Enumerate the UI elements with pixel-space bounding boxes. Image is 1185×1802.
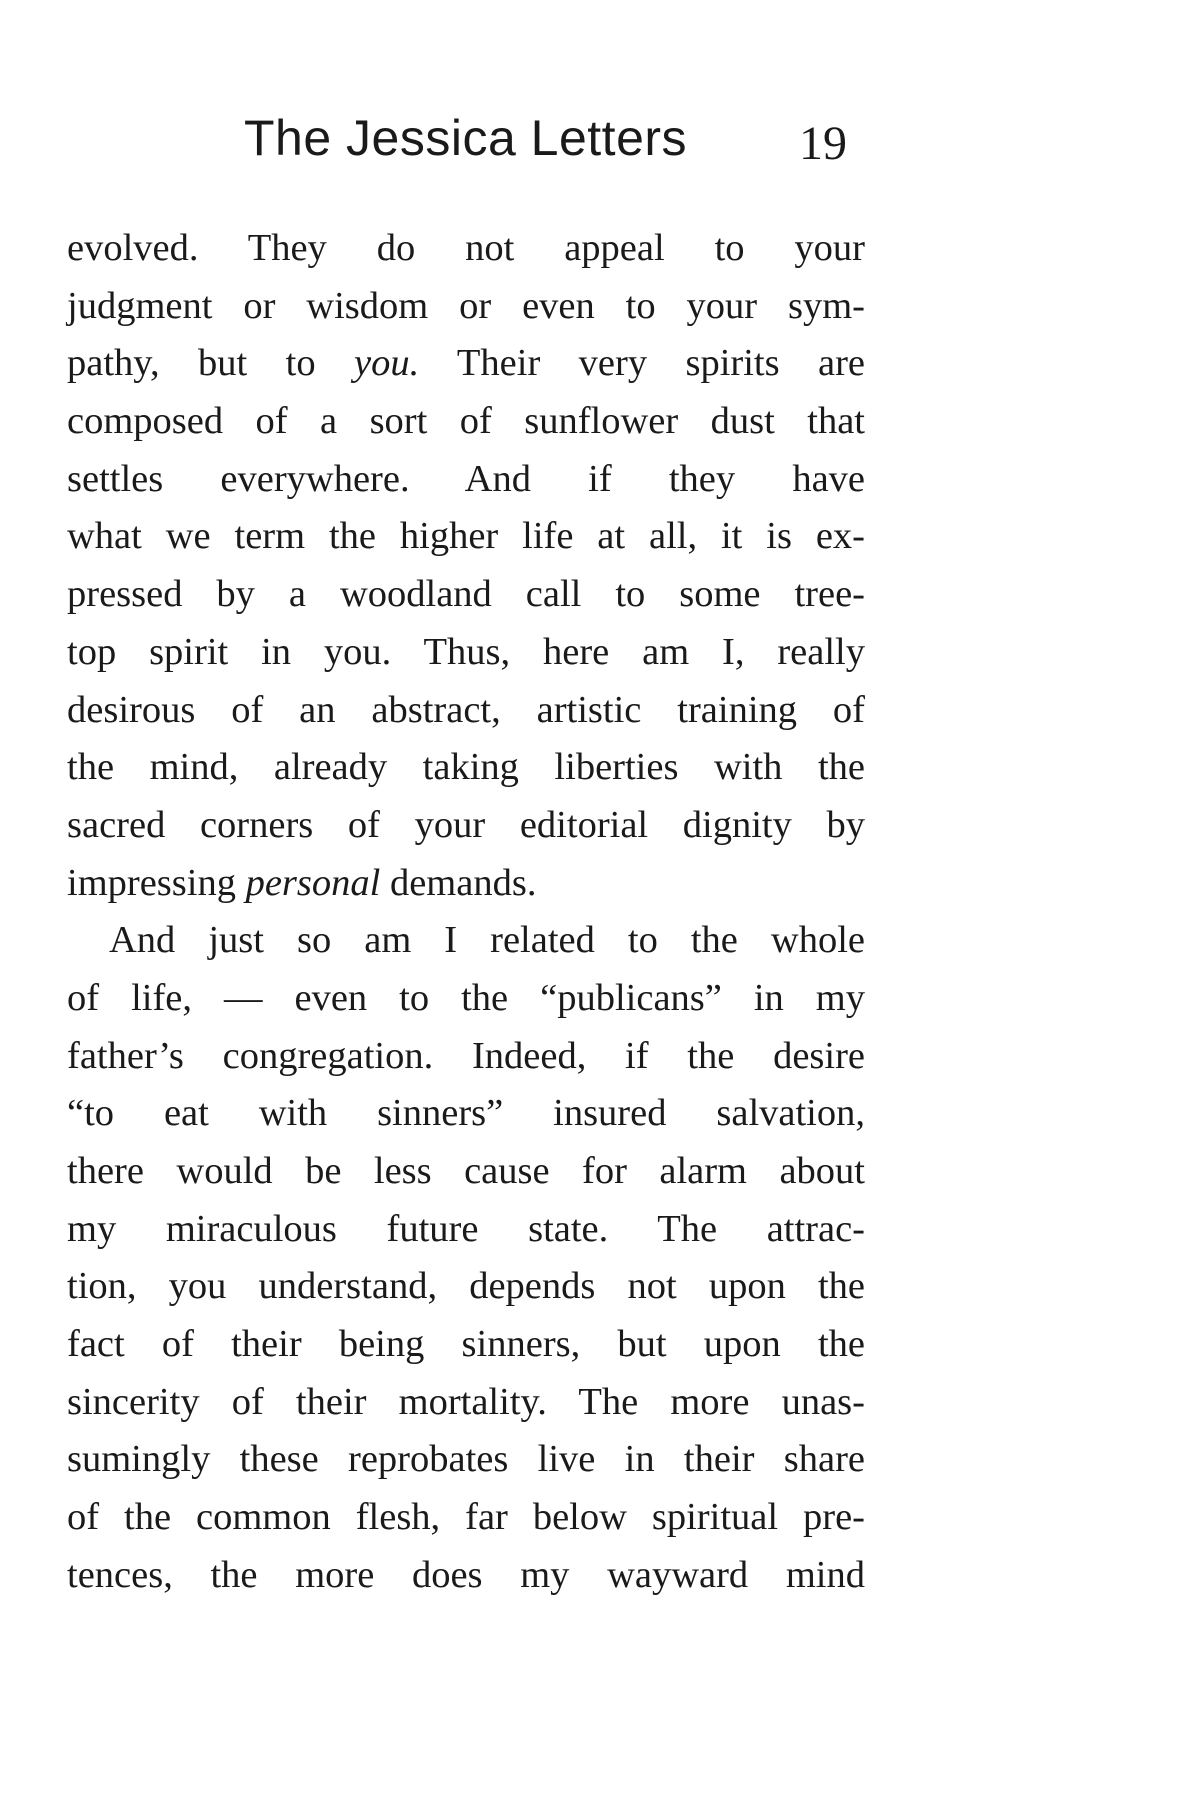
text-run: the mind, already taking liberties with the <box>67 746 865 789</box>
text-line <box>67 1431 865 1489</box>
text-line <box>67 855 865 913</box>
text-line <box>67 682 865 740</box>
body-text <box>67 220 865 1605</box>
text-line <box>67 1489 865 1547</box>
page-header <box>0 108 1185 178</box>
text-run: of the common flesh, far below spiritual pre- <box>67 1496 865 1539</box>
text-line <box>67 1143 865 1201</box>
text-line <box>67 220 865 278</box>
text-line <box>67 335 865 393</box>
running-title: The Jessica Letters <box>244 110 688 166</box>
text-line <box>67 1374 865 1432</box>
text-run: judgment or wisdom or even to your sym- <box>67 284 865 327</box>
text-line <box>67 566 865 624</box>
text-line <box>67 1316 865 1374</box>
text-run: top spirit in you. Thus, here am I, really <box>67 630 865 673</box>
text-run: sincerity of their mortality. The more unas- <box>67 1380 865 1423</box>
text-run: composed of a sort of sunflower dust that <box>67 400 865 443</box>
text-run: pathy, but to <box>67 342 354 385</box>
text-run: Their very spirits are <box>419 342 865 385</box>
text-line <box>67 1201 865 1259</box>
text-run: “to eat with sinners” insured salvation, <box>67 1092 865 1135</box>
text-run: evolved. They do not appeal to your <box>67 227 865 269</box>
text-run: fact of their being sinners, but upon the <box>67 1323 865 1366</box>
text-run: And just so am I related to the whole <box>109 919 865 962</box>
page-number: 19 <box>799 117 847 170</box>
italic-text: you. <box>353 342 420 385</box>
text-line <box>67 278 865 336</box>
text-run: my miraculous future state. The attrac- <box>67 1207 865 1250</box>
text-line <box>67 1085 865 1143</box>
text-line <box>67 624 865 682</box>
text-line <box>67 797 865 855</box>
text-run: desirous of an abstract, artistic training of <box>67 688 865 731</box>
text-run: settles everywhere. And if they have <box>67 457 865 500</box>
text-line <box>67 393 865 451</box>
text-line <box>67 1028 865 1086</box>
text-run: impressing <box>67 861 246 904</box>
text-run: pressed by a woodland call to some tree- <box>67 573 865 616</box>
text-run: father’s congregation. Indeed, if the desire <box>67 1034 865 1077</box>
text-line <box>67 451 865 509</box>
text-line <box>67 1258 865 1316</box>
text-run: there would be less cause for alarm about <box>67 1150 865 1192</box>
text-run: tences, the more does my wayward mind <box>67 1553 865 1596</box>
text-line <box>67 970 865 1028</box>
text-line <box>67 739 865 797</box>
text-run: of life, — even to the “publicans” in my <box>67 976 865 1019</box>
text-run: demands. <box>380 861 537 904</box>
paragraph <box>67 912 865 1604</box>
text-run: what we term the higher life at all, it is ex- <box>67 515 865 558</box>
text-line <box>67 508 865 566</box>
text-line <box>67 1547 865 1605</box>
text-run: sacred corners of your editorial dignity by <box>67 803 865 846</box>
paragraph <box>67 220 865 912</box>
italic-text: personal <box>245 861 381 904</box>
text-run: sumingly these reprobates live in their share <box>67 1438 865 1481</box>
text-run: tion, you understand, depends not upon the <box>67 1265 865 1308</box>
text-line <box>67 912 865 970</box>
